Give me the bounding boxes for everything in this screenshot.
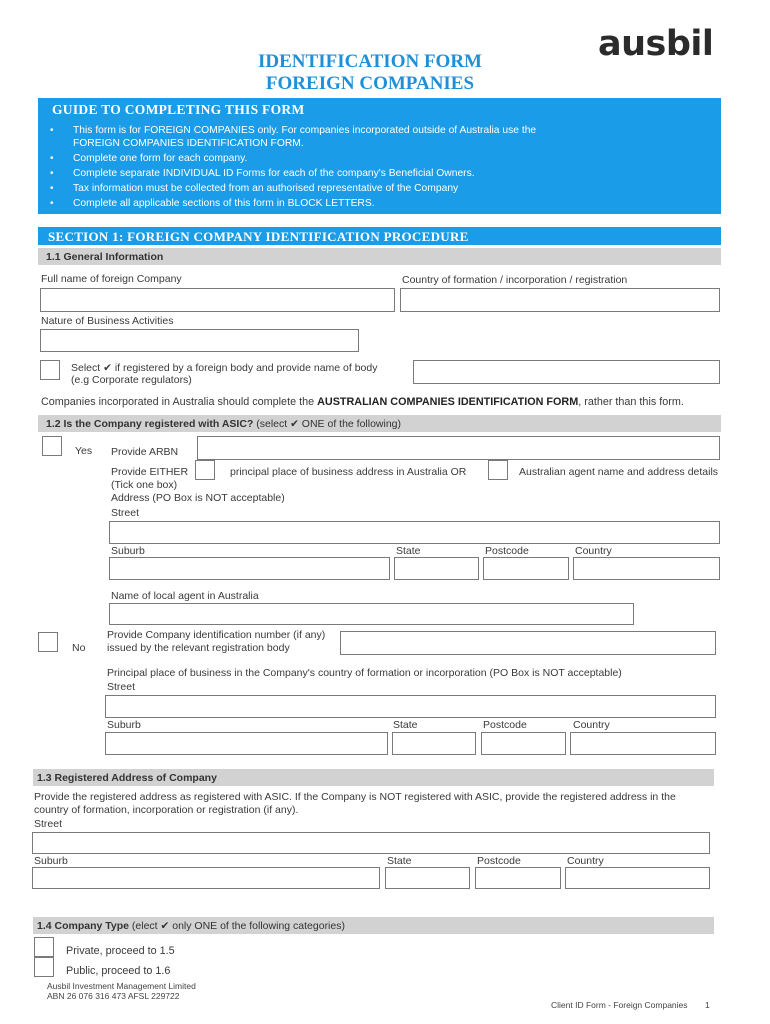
suburb-field[interactable] xyxy=(109,557,390,580)
reg-street-field[interactable] xyxy=(32,832,710,854)
guide-item: Tax information must be collected from an authorised representative of the Company xyxy=(73,183,459,194)
reg-postcode-field[interactable] xyxy=(475,867,561,889)
full-name-field[interactable] xyxy=(40,288,395,312)
local-agent-label: Name of local agent in Australia xyxy=(111,590,259,602)
guide-item: FOREIGN COMPANIES IDENTIFICATION FORM. xyxy=(73,138,304,149)
country2-label: Country xyxy=(573,719,610,731)
country-label: Country xyxy=(575,545,612,557)
ausbil-logo: ausbil xyxy=(598,24,714,64)
form-title-line1: IDENTIFICATION FORM xyxy=(258,51,482,72)
postcode2-field[interactable] xyxy=(481,732,566,755)
company-id-label-line1: Provide Company identification number (if any) xyxy=(107,629,326,641)
guide-item: Complete all applicable sections of this form in BLOCK LETTERS. xyxy=(73,198,375,209)
asic-yes-label: Yes xyxy=(75,445,93,457)
asic-no-label: No xyxy=(72,642,86,654)
subsection-1-1-heading: 1.1 General Information xyxy=(46,251,164,263)
reg-country-label: Country xyxy=(567,855,604,867)
principal-place-label: Principal place of business in the Company's country of formation or incorporation (PO Box is NOT acceptable) xyxy=(107,667,622,679)
australian-agent-option: Australian agent name and address details xyxy=(519,466,719,478)
country-formation-label: Country of formation / incorporation / registration xyxy=(402,274,628,286)
subsection-1-3-heading: 1.3 Registered Address of Company xyxy=(37,772,217,784)
guide-bullet: • xyxy=(50,183,54,194)
postcode2-label: Postcode xyxy=(483,719,527,731)
foreign-body-label-line1: Select ✔ if registered by a foreign body and provide name of body xyxy=(71,362,378,374)
public-company-label: Public, proceed to 1.6 xyxy=(66,965,171,977)
street2-label: Street xyxy=(107,681,136,693)
provide-either-label: Provide EITHER xyxy=(111,466,189,478)
australian-companies-note: Companies incorporated in Australia should complete the AUSTRALIAN COMPANIES IDENTIFICATION FORM, rather than this form. xyxy=(41,396,684,408)
principal-place-option: principal place of business address in Australia OR xyxy=(230,466,467,478)
reg-state-field[interactable] xyxy=(385,867,470,889)
street2-field[interactable] xyxy=(105,695,716,718)
suburb-label: Suburb xyxy=(111,545,145,557)
reg-street-label: Street xyxy=(34,818,63,830)
footer-doc-name: Client ID Form - Foreign Companies xyxy=(551,1000,688,1010)
private-company-label: Private, proceed to 1.5 xyxy=(66,945,175,957)
australian-agent-checkbox[interactable] xyxy=(488,460,508,480)
private-company-checkbox[interactable] xyxy=(34,937,54,957)
arbn-label: Provide ARBN xyxy=(111,446,179,458)
guide-bullet: • xyxy=(50,168,54,179)
postcode-field[interactable] xyxy=(483,557,569,580)
local-agent-field[interactable] xyxy=(109,603,634,625)
foreign-body-label-line2: (e.g Corporate regulators) xyxy=(71,374,192,386)
country-formation-field[interactable] xyxy=(400,288,720,312)
arbn-field[interactable] xyxy=(197,436,720,460)
postcode-label: Postcode xyxy=(485,545,529,557)
suburb2-label: Suburb xyxy=(107,719,141,731)
state-field[interactable] xyxy=(394,557,479,580)
footer-company-name: Ausbil Investment Management Limited xyxy=(47,981,196,991)
public-company-checkbox[interactable] xyxy=(34,957,54,977)
guide-item: Complete one form for each company. xyxy=(73,153,248,164)
full-name-label: Full name of foreign Company xyxy=(41,273,182,285)
reg-suburb-field[interactable] xyxy=(32,867,380,889)
subsection-1-4-heading: 1.4 Company Type (elect ✔ only ONE of the following categories) xyxy=(37,920,345,932)
state2-label: State xyxy=(393,719,418,731)
state2-field[interactable] xyxy=(392,732,476,755)
guide-title: GUIDE TO COMPLETING THIS FORM xyxy=(52,102,305,117)
state-label: State xyxy=(396,545,421,557)
address-label: Address (PO Box is NOT acceptable) xyxy=(111,492,285,504)
registered-desc-line2: country of formation, incorporation or registration (if any). xyxy=(34,804,299,816)
reg-state-label: State xyxy=(387,855,412,867)
nature-business-label: Nature of Business Activities xyxy=(41,315,174,327)
form-title-line2: FOREIGN COMPANIES xyxy=(265,73,475,94)
registered-desc-line1: Provide the registered address as registered with ASIC. If the Company is NOT registered with ASIC, provide the registered address in the xyxy=(34,791,676,803)
country2-field[interactable] xyxy=(570,732,716,755)
guide-bullet: • xyxy=(50,153,54,164)
reg-suburb-label: Suburb xyxy=(34,855,68,867)
company-id-field[interactable] xyxy=(340,631,716,655)
suburb2-field[interactable] xyxy=(105,732,388,755)
foreign-body-checkbox[interactable] xyxy=(40,360,60,380)
nature-business-field[interactable] xyxy=(40,329,359,352)
guide-item: Complete separate INDIVIDUAL ID Forms for each of the company's Beneficial Owners. xyxy=(73,168,475,179)
company-id-label-line2: issued by the relevant registration body xyxy=(107,642,290,654)
guide-bullet: • xyxy=(50,198,54,209)
street-label: Street xyxy=(111,507,140,519)
footer-abn: ABN 26 076 316 473 AFSL 229722 xyxy=(47,991,180,1001)
tick-one-box-label: (Tick one box) xyxy=(111,479,178,491)
subsection-1-2-heading: 1.2 Is the Company registered with ASIC? (select ✔ ONE of the following) xyxy=(46,418,402,430)
section1-title: SECTION 1: FOREIGN COMPANY IDENTIFICATION PROCEDURE xyxy=(48,229,469,244)
guide-bullet: • xyxy=(50,125,54,136)
asic-yes-checkbox[interactable] xyxy=(42,436,62,456)
principal-place-checkbox[interactable] xyxy=(195,460,215,480)
street-field[interactable] xyxy=(109,521,720,544)
foreign-body-name-field[interactable] xyxy=(413,360,720,384)
country-field[interactable] xyxy=(573,557,720,580)
footer-page-number: 1 xyxy=(705,1000,710,1010)
reg-postcode-label: Postcode xyxy=(477,855,521,867)
asic-no-checkbox[interactable] xyxy=(38,632,58,652)
guide-item: This form is for FOREIGN COMPANIES only. For companies incorporated outside of Australia use the xyxy=(73,125,537,136)
reg-country-field[interactable] xyxy=(565,867,710,889)
